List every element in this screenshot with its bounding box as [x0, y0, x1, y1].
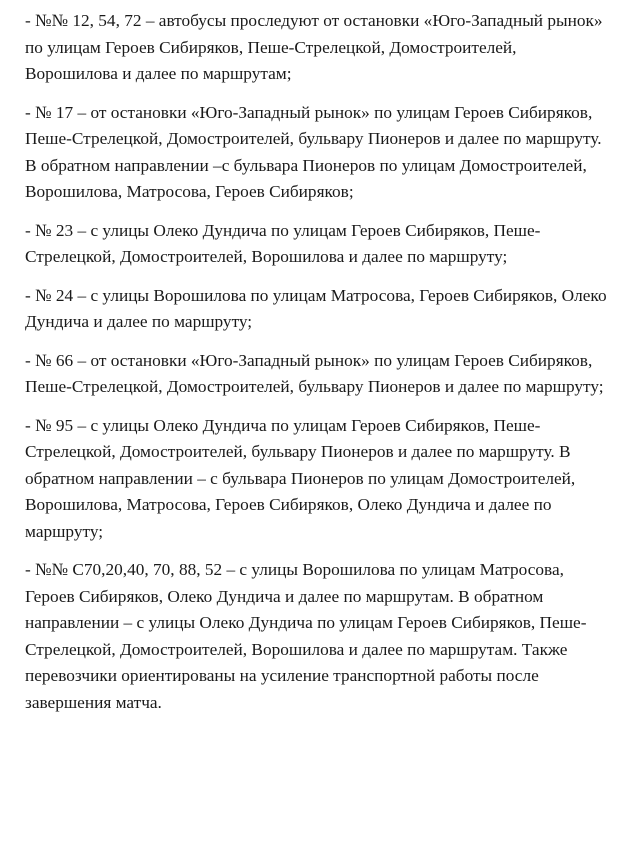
- route-paragraph-23: - № 23 – с улицы Олеко Дундича по улицам Героев Сибиряков, Пеше-Стрелецкой, Домостроителей, Ворошилова и далее по маршруту;: [25, 220, 541, 266]
- route-paragraph-12-54-72: - №№ 12, 54, 72 – автобусы проследуют от остановки «Юго-Западный рынок» по улицам Героев Сибиряков, Пеше-Стрелецкой, Домостроителей, Ворошилова и далее по маршрутам;: [25, 11, 603, 83]
- route-paragraph-95: - № 95 – с улицы Олеко Дундича по улицам Героев Сибиряков, Пеше-Стрелецкой, Домостроителей, бульвару Пионеров и далее по маршруту. В обратном направлении – с бульвара Пионеров по улицам Домостроителей, Ворошилова, Матросова, Героев Сибиряков, Олеко Дундича и далее по маршруту;: [25, 415, 576, 541]
- route-paragraph-66: - № 66 – от остановки «Юго-Западный рынок» по улицам Героев Сибиряков, Пеше-Стрелецкой, Домостроителей, бульвару Пионеров и далее по маршруту;: [25, 350, 604, 396]
- route-paragraph-24: - № 24 – с улицы Ворошилова по улицам Матросова, Героев Сибиряков, Олеко Дундича и далее по маршруту;: [25, 285, 607, 331]
- route-paragraph-17: - № 17 – от остановки «Юго-Западный рынок» по улицам Героев Сибиряков, Пеше-Стрелецкой, Домостроителей, бульвару Пионеров и далее по маршруту. В обратном направлении –с бульвара Пионеров по улицам Домостроителей, Ворошилова, Матросова, Героев Сибиряков;: [25, 102, 602, 201]
- route-paragraph-c70-group: - №№ С70,20,40, 70, 88, 52 – с улицы Ворошилова по улицам Матросова, Героев Сибиряков, Олеко Дундича и далее по маршрутам. В обратном направлении – с улицы Олеко Дундича по улицам Героев Сибиряков, Пеше-Стрелецкой, Домостроителей, Ворошилова и далее по маршрутам. Также перевозчики ориентированы на усиление транспортной работы после завершения матча.: [25, 560, 587, 712]
- route-list-document: [25, 8, 611, 728]
